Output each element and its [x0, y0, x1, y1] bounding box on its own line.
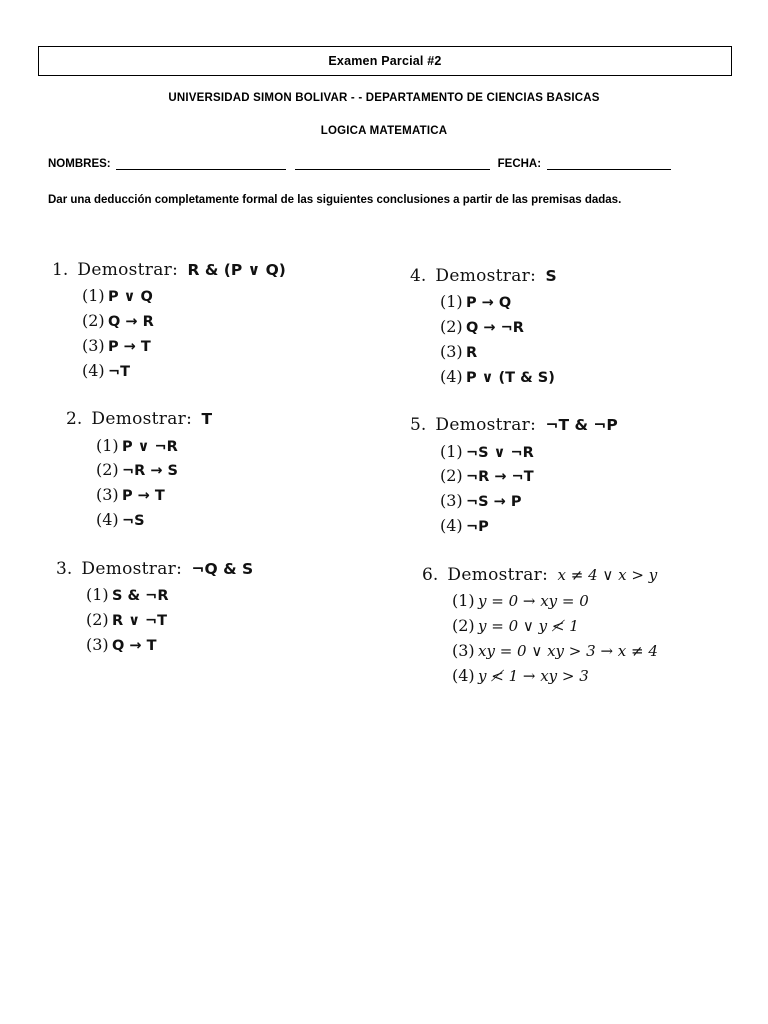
list-item	[86, 633, 382, 658]
problem-5-heading	[410, 415, 750, 436]
premise-expression: ¬T	[108, 363, 131, 380]
list-item	[82, 359, 382, 384]
problems-area	[0, 250, 768, 790]
premise-index: (1)	[440, 441, 463, 461]
problem-6-premises	[422, 589, 750, 688]
premise-expression: ¬S	[122, 513, 145, 530]
list-item	[86, 583, 382, 608]
list-item	[96, 434, 382, 459]
instructions-text: Dar una deducción completamente formal de las siguientes conclusiones a partir de las premisas dadas.	[48, 194, 622, 206]
premise-expression: R ∨ ¬T	[112, 612, 168, 629]
premise-expression: Q → ¬R	[466, 320, 524, 337]
premise-expression: ¬R → S	[122, 463, 179, 480]
premise-index: (1)	[96, 435, 119, 455]
premise-expression: Q → T	[112, 637, 157, 654]
list-item	[96, 458, 382, 483]
list-item	[440, 514, 750, 539]
problem-3	[56, 559, 382, 658]
problem-5-premises	[410, 440, 750, 539]
problem-2-demostrar-label: Demostrar:	[91, 409, 193, 430]
list-item	[440, 340, 750, 365]
premise-index: (4)	[452, 665, 475, 685]
premise-index: (4)	[82, 360, 105, 380]
problem-6-heading	[422, 565, 750, 586]
list-item	[440, 464, 750, 489]
date-label: FECHA:	[497, 158, 542, 170]
problem-2-heading	[66, 409, 382, 430]
names-date-row	[48, 156, 728, 170]
problem-3-number: 3.	[56, 558, 73, 579]
problem-6-number: 6.	[422, 564, 439, 585]
problem-3-demostrar-label: Demostrar:	[81, 558, 183, 579]
problem-4-heading	[410, 266, 750, 287]
list-item	[86, 608, 382, 633]
problem-5-conclusion: ¬T & ¬P	[545, 416, 618, 435]
list-item	[96, 483, 382, 508]
premise-expression: xy = 0 ∨ xy > 3 → x ≠ 4	[478, 641, 658, 660]
list-item	[440, 315, 750, 340]
subject-line: LOGICA MATEMATICA	[320, 125, 448, 137]
problem-4-conclusion: S	[545, 267, 557, 285]
problem-4	[410, 266, 750, 389]
problem-6-conclusion: x ≠ 4 ∨ x > y	[557, 565, 658, 584]
premise-index: (3)	[82, 335, 105, 355]
problem-1-number: 1.	[52, 260, 69, 280]
premise-index: (2)	[82, 311, 105, 331]
names-blank-1	[116, 156, 286, 170]
problem-4-demostrar-label: Demostrar:	[435, 266, 537, 286]
list-item	[82, 334, 382, 359]
problem-3-heading	[56, 559, 382, 580]
premise-expression: P → Q	[466, 295, 512, 312]
list-item	[452, 614, 750, 639]
premise-index: (2)	[440, 466, 463, 486]
problem-1-heading	[52, 260, 382, 281]
names-blank-2	[295, 156, 490, 170]
premise-index: (1)	[86, 585, 109, 605]
premise-index: (3)	[86, 634, 109, 654]
university-line: UNIVERSIDAD SIMON BOLIVAR - - DEPARTAMENTO DE CIENCIAS BASICAS	[168, 92, 600, 104]
premise-index: (2)	[440, 317, 463, 337]
problem-4-number: 4.	[410, 266, 427, 286]
premise-index: (2)	[96, 460, 119, 480]
problem-5-demostrar-label: Demostrar:	[435, 415, 537, 436]
list-item	[440, 365, 750, 390]
list-item	[452, 639, 750, 664]
list-item	[440, 290, 750, 315]
problems-column-left	[52, 260, 382, 684]
list-item	[440, 489, 750, 514]
problem-2-conclusion: T	[201, 410, 213, 429]
premise-index: (4)	[96, 510, 119, 530]
problems-column-right	[410, 266, 750, 714]
premise-expression: R	[466, 344, 478, 361]
list-item	[96, 508, 382, 533]
problem-1-conclusion: R & (P ∨ Q)	[187, 261, 286, 279]
page-title: Examen Parcial #2	[328, 54, 442, 68]
premise-expression: P → T	[108, 338, 151, 355]
premise-expression: ¬S ∨ ¬R	[466, 444, 534, 461]
premise-expression: ¬S → P	[466, 494, 522, 511]
list-item	[452, 664, 750, 689]
problem-5-number: 5.	[410, 415, 427, 436]
problem-6-demostrar-label: Demostrar:	[447, 564, 549, 585]
problem-1-demostrar-label: Demostrar:	[77, 260, 179, 280]
premise-index: (1)	[440, 292, 463, 312]
premise-expression: y = 0 → xy = 0	[478, 592, 589, 611]
problem-1	[52, 260, 382, 383]
list-item	[452, 589, 750, 614]
problem-2-premises	[66, 434, 382, 533]
premise-expression: ¬P	[466, 519, 489, 536]
list-item	[440, 440, 750, 465]
problem-3-conclusion: ¬Q & S	[191, 559, 254, 578]
premise-expression: Q → R	[108, 314, 154, 331]
problem-2	[66, 409, 382, 532]
problem-6	[422, 565, 750, 688]
premise-index: (1)	[82, 286, 105, 306]
premise-expression: ¬R → ¬T	[466, 469, 534, 486]
premise-index: (2)	[452, 615, 475, 635]
problem-3-premises	[56, 583, 382, 657]
premise-index: (1)	[452, 591, 475, 611]
premise-index: (4)	[440, 366, 463, 386]
premise-expression: y = 0 ∨ y ≮ 1	[478, 616, 579, 635]
premise-index: (3)	[440, 341, 463, 361]
exam-title-box	[38, 46, 732, 76]
problem-5	[410, 415, 750, 538]
premise-index: (2)	[86, 609, 109, 629]
premise-index: (3)	[440, 491, 463, 511]
date-blank	[547, 156, 671, 170]
premise-index: (3)	[452, 640, 475, 660]
problem-4-premises	[410, 290, 750, 389]
premise-index: (4)	[440, 516, 463, 536]
names-label: NOMBRES:	[48, 158, 111, 170]
premise-expression: P ∨ Q	[108, 289, 153, 306]
list-item	[82, 284, 382, 309]
premise-expression: P ∨ ¬R	[122, 438, 178, 455]
premise-expression: P → T	[122, 488, 165, 505]
premise-expression: y ≮ 1 → xy > 3	[478, 666, 589, 685]
premise-index: (3)	[96, 485, 119, 505]
problem-2-number: 2.	[66, 409, 83, 430]
premise-expression: P ∨ (T & S)	[466, 369, 555, 386]
list-item	[82, 309, 382, 334]
premise-expression: S & ¬R	[112, 588, 169, 605]
problem-1-premises	[52, 284, 382, 383]
